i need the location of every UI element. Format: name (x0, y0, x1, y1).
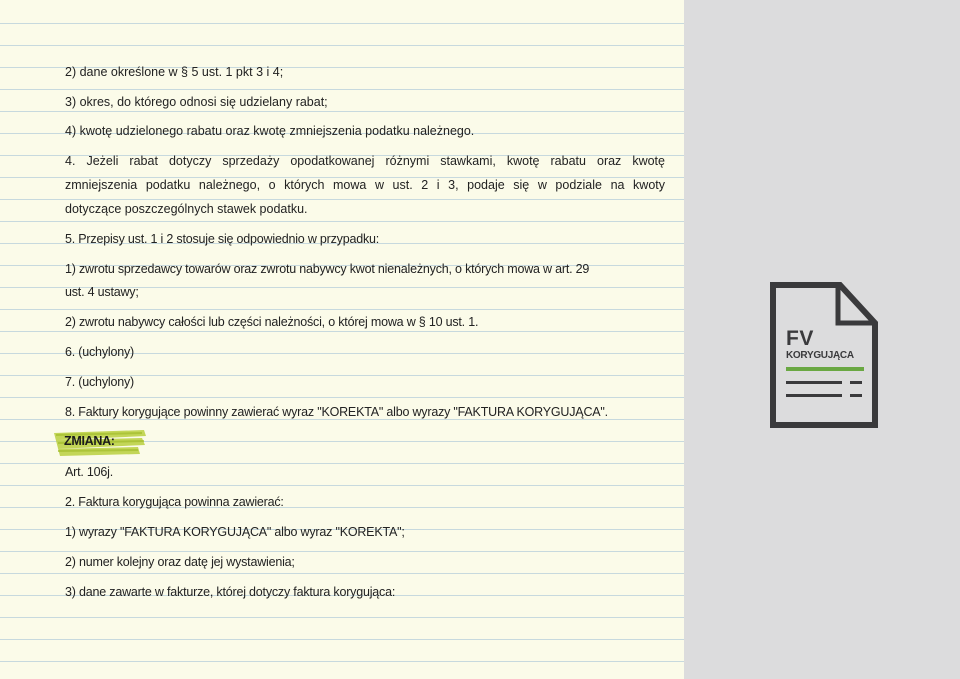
text-line: 6. (uchylony) (65, 345, 134, 359)
text-line: 2) dane określone w § 5 ust. 1 pkt 3 i 4; (65, 65, 284, 79)
text-line: 1) wyrazy "FAKTURA KORYGUJĄCA" albo wyraz "KOREKTA"; (65, 525, 405, 539)
text-line: ust. 4 ustawy; (65, 285, 139, 299)
text-line: zmniejszenia podatku należnego, o których mowa w ust. 2 i 3, podaje się w podziale na kwoty (65, 178, 665, 192)
text-line: 3) okres, do którego odnosi się udzielany rabat; (65, 95, 328, 109)
text-line: 4. Jeżeli rabat dotyczy sprzedaży opodatkowanej różnymi stawkami, kwotę rabatu oraz kwotę (65, 154, 665, 168)
text-line: 4) kwotę udzielonego rabatu oraz kwotę zmniejszenia podatku należnego. (65, 124, 475, 138)
text-line: dotyczące poszczególnych stawek podatku. (65, 202, 308, 216)
text-line: 5. Przepisy ust. 1 i 2 stosuje się odpowiednio w przypadku: (65, 232, 380, 246)
text-line: Art. 106j. (65, 465, 114, 479)
text-line: 3) dane zawarte w fakturze, której dotyczy faktura korygująca: (65, 585, 396, 599)
text-line: 7. (uchylony) (65, 375, 134, 389)
icon-subtitle: KORYGUJĄCA (786, 350, 854, 361)
icon-title: FV (786, 327, 814, 350)
text-line: 2) zwrotu nabywcy całości lub części należności, o której mowa w § 10 ust. 1. (65, 315, 479, 329)
text-line: 2. Faktura korygująca powinna zawierać: (65, 495, 284, 509)
text-line: 8. Faktury korygujące powinny zawierać wyraz "KOREKTA" albo wyrazy "FAKTURA KORYGUJĄCA". (65, 405, 608, 419)
change-highlight (52, 427, 148, 459)
text-line: 2) numer kolejny oraz datę jej wystawienia; (65, 555, 295, 569)
text-line: 1) zwrotu sprzedawcy towarów oraz zwrotu nabywcy kwot nienależnych, o których mowa w art. 29 (65, 262, 590, 276)
change-label: ZMIANA: (64, 434, 115, 448)
